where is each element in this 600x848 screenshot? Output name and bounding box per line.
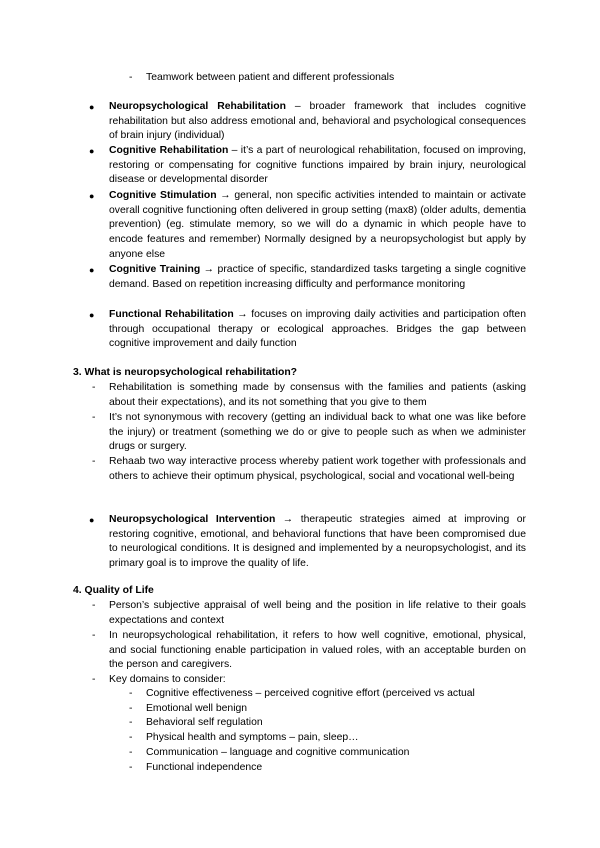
definition: general, non specific activities intended to maintain or activate overall cognitive functioning often delivered in group setting (max8) (older adults, dementia prevention) (eg. stimulate memory, so we will do a dynamic in which people have to encode features and remember) Normally designed by a neuropsychologist but apply by anyone else <box>109 190 526 260</box>
dash-marker: - <box>129 702 133 714</box>
list-item-text: Behavioral self regulation <box>146 717 263 729</box>
dash-marker: - <box>92 382 96 393</box>
list-item-text: Functional independence <box>146 761 263 773</box>
list-item <box>89 100 526 144</box>
separator: → <box>233 309 252 320</box>
list-item-text: Teamwork between patient and different professionals <box>146 72 395 83</box>
list-item <box>129 761 546 776</box>
dash-marker: - <box>129 746 133 758</box>
dash-marker: - <box>92 456 96 467</box>
list-item-text: Key domains to consider: <box>109 674 226 685</box>
list-item <box>89 189 526 263</box>
term: Neuropsychological Intervention <box>109 514 276 525</box>
term: Cognitive Rehabilitation <box>109 145 229 156</box>
dash-marker: - <box>92 412 96 423</box>
list-item <box>92 599 526 629</box>
bullet-icon: ● <box>89 146 95 156</box>
list-item <box>89 144 526 189</box>
list-item <box>129 716 546 731</box>
list-item-text: Emotional well benign <box>146 702 248 714</box>
term: Neuropsychological Rehabilitation <box>109 101 286 112</box>
bullet-icon: ● <box>89 102 95 112</box>
list-item <box>129 746 546 761</box>
list-item-text: Person’s subjective appraisal of well being and the position in life relative to their goals expectations and context <box>109 600 526 626</box>
list-item <box>129 702 546 717</box>
list-item <box>92 381 526 411</box>
section-4-list <box>92 599 526 688</box>
dash-marker: - <box>129 761 133 773</box>
dash-marker: - <box>129 732 133 744</box>
list-item <box>92 673 526 688</box>
bullet-icon: ● <box>89 310 95 320</box>
list-item-text: Rehabilitation is something made by consensus with the families and patients (asking about their expectations), and its not something that you give to them <box>109 382 526 408</box>
list-item-text: Cognitive effectiveness – perceived cognitive effort (perceived vs actual <box>146 688 475 699</box>
list-item-text: Communication – language and cognitive communication <box>146 746 410 758</box>
list-item <box>92 455 526 484</box>
list-item-text: Rehaab two way interactive process whereby patient work together with professionals and others to achieve their optimum physical, psychological, social and vocational well-being <box>109 456 526 482</box>
section-3-list <box>92 381 526 484</box>
list-item <box>92 411 526 455</box>
bullet-icon: ● <box>89 515 95 525</box>
section-heading: 3. What is neuropsychological rehabilitation? <box>73 367 298 378</box>
list-item <box>129 687 546 702</box>
definition: therapeutic strategies aimed at improving or restoring cognitive, emotional, and behavioral functions that have been compromised due to neurological conditions. It is designed and implemented by a neuropsychologist, and its primary goal is to improve the quality of life. <box>109 514 526 570</box>
dash-marker: - <box>92 630 96 641</box>
list-item <box>129 731 546 746</box>
definition: focuses on improving daily activities and participation often through occupational therapy or ecological approaches. Bridges the gap between cognitive improvement and daily function <box>109 309 526 350</box>
definition: practice of specific, standardized tasks targeting a single cognitive demand. Based on repetition increasing difficulty and performance monitoring <box>109 264 526 290</box>
list-item <box>89 263 526 308</box>
separator: – <box>285 101 310 112</box>
term: Cognitive Stimulation <box>109 190 217 201</box>
list-item-text: It’s not synonymous with recovery (getting an individual back to what one was like before the injury) or treatment (something we do or give to people such as when we administer drugs or surgery. <box>109 412 526 453</box>
separator: → <box>200 264 218 275</box>
separator: → <box>216 190 235 201</box>
term: Cognitive Training <box>109 264 201 275</box>
dash-marker: - <box>129 72 133 83</box>
separator: – <box>228 145 241 156</box>
list-item-text: In neuropsychological rehabilitation, it refers to how well cognitive, emotional, physical, and social functioning enable participation in valued roles, with an acceptable burden on the person and caregivers. <box>109 630 526 671</box>
bullet-icon: ● <box>89 265 95 275</box>
dash-marker: - <box>92 600 96 611</box>
domains-list <box>129 687 546 775</box>
term: Functional Rehabilitation <box>109 309 234 320</box>
definitions-list <box>89 100 526 352</box>
list-item <box>89 513 526 572</box>
definition: broader framework that includes cognitive rehabilitation but also address emotional and, behavioral and psychological consequences of brain injury (individual) <box>109 101 526 142</box>
dash-marker: - <box>129 717 133 729</box>
list-item <box>92 629 526 673</box>
list-item <box>89 308 526 352</box>
separator: → <box>275 514 301 525</box>
intervention-definition <box>89 513 526 572</box>
section-heading: 4. Quality of Life <box>73 585 154 596</box>
dash-marker: - <box>92 674 96 685</box>
list-item <box>129 71 546 86</box>
dash-marker: - <box>129 688 133 699</box>
bullet-icon: ● <box>89 191 95 201</box>
list-item-text: Physical health and symptoms – pain, sleep… <box>146 732 359 744</box>
definition: it’s a part of neurological rehabilitation, focused on improving, restoring or compensating for cognitive functions impaired by brain injury, neurological disease or developmental disorder <box>109 145 526 186</box>
